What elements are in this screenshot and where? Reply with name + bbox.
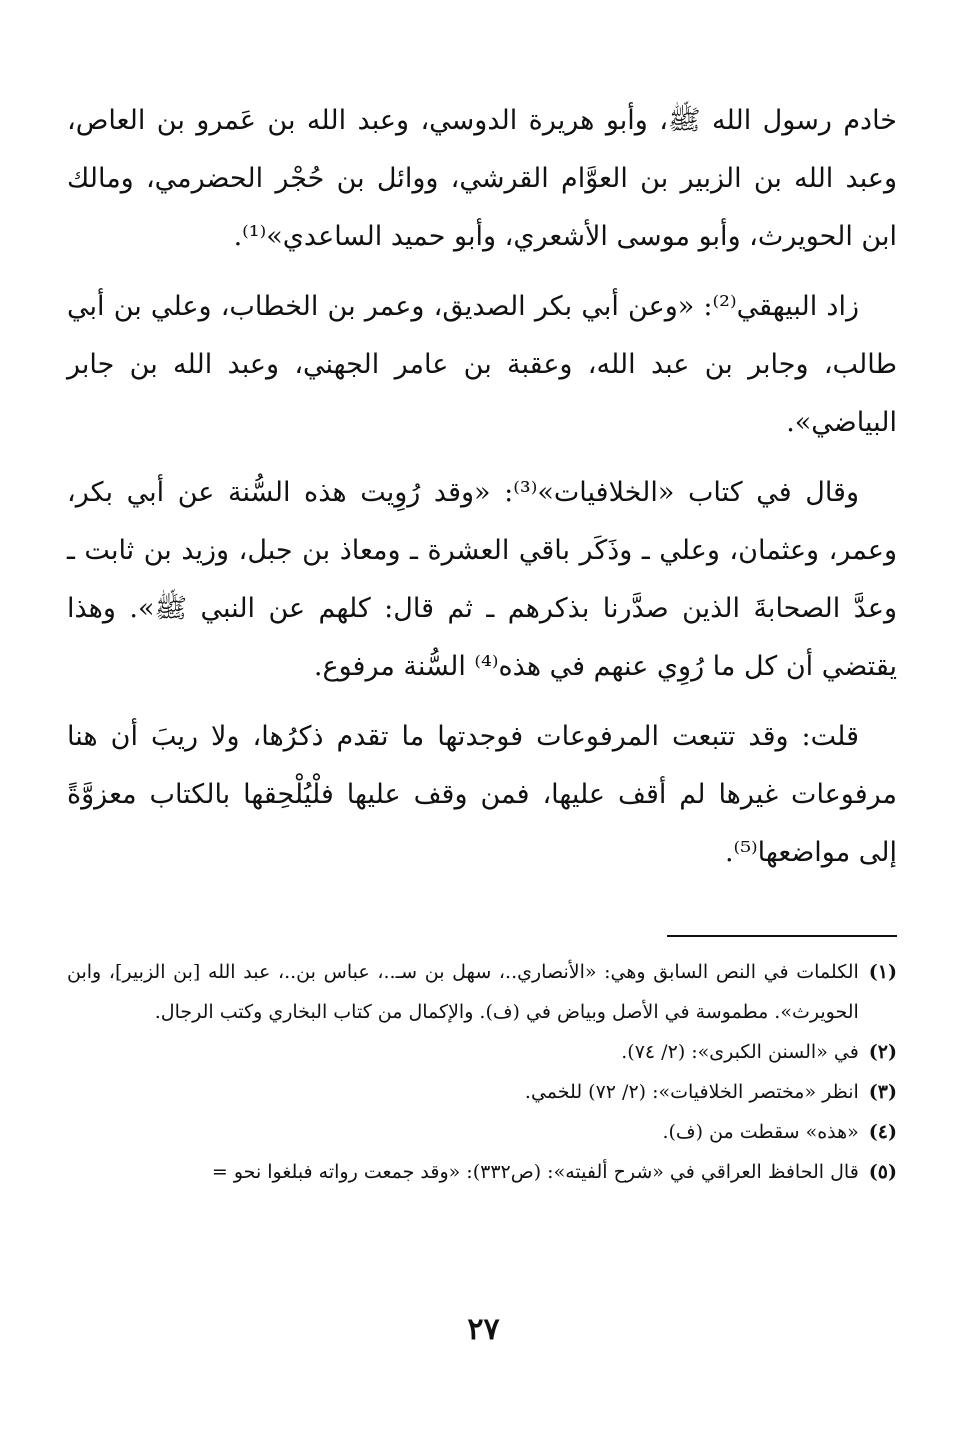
footnote-separator <box>667 935 897 937</box>
footnote-4 <box>67 1112 897 1152</box>
paragraph-2: زاد البيهقي⁽²⁾: «وعن أبي بكر الصديق، وعمر بن الخطاب، وعلي بن أبي طالب، وجابر بن عبد الله، وعقبة بن عامر الجهني، وعبد الله بن جابر البياضي». <box>67 291 897 438</box>
footnote-2 <box>67 1032 897 1072</box>
footnote-text: في «السنن الكبرى»: (٢/ ٧٤). <box>621 1041 859 1063</box>
paragraph-4: قلت: وقد تتبعت المرفوعات فوجدتها ما تقدم ذكرُها، ولا ريبَ أن هنا مرفوعات غيرها لم أقف عليها، فمن وقف عليها فلْيُلْحِقها بالكتاب معزوَّةً إلى مواضعها⁽⁵⁾. <box>67 721 897 868</box>
footnote-1 <box>67 952 897 1032</box>
footnote-number: (٥) <box>868 1161 897 1183</box>
footnote-number: (٣) <box>868 1081 897 1103</box>
footnote-text: «هذه» سقطت من (ف). <box>662 1121 859 1143</box>
footnote-5 <box>67 1152 897 1192</box>
footnote-number: (٤) <box>868 1121 897 1143</box>
footnote-3 <box>67 1072 897 1112</box>
page-number: ٢٧ <box>467 1312 500 1347</box>
footnote-number: (٢) <box>868 1041 897 1063</box>
main-text <box>67 92 897 894</box>
paragraph-1: خادم رسول الله ﷺ، وأبو هريرة الدوسي، وعبد الله بن عَمرو بن العاص، وعبد الله بن الزبير بن العوَّام القرشي، ووائل بن حُجْر الحضرمي، ومالك ابن الحويرث، وأبو موسى الأشعري، وأبو حميد الساعدي»⁽¹⁾. <box>67 105 897 252</box>
footnote-number: (١) <box>868 961 897 983</box>
footnote-text: انظر «مختصر الخلافيات»: (٢/ ٧٢) للخمي. <box>524 1081 859 1103</box>
footnote-text: قال الحافظ العراقي في «شرح ألفيته»: (ص٣٣٢): «وقد جمعت رواته فبلغوا نحو = <box>211 1161 859 1183</box>
footnote-text: الكلمات في النص السابق وهي: «الأنصاري..، سهل بن سـ..، عباس بن..، عبد الله [بن الزبير]، وابن الحويرث». مطموسة في الأصل وبياض في (ف). والإكمال من كتاب البخاري وكتب الرجال. <box>67 961 859 1023</box>
paragraph-3: وقال في كتاب «الخلافيات»⁽³⁾: «وقد رُوِيت هذه السُّنة عن أبي بكر، وعمر، وعثمان، وعلي ـ وذَكَر باقي العشرة ـ ومعاذ بن جبل، وزيد بن ثابت ـ وعدَّ الصحابةَ الذين صدَّرنا بذكرهم ـ ثم قال: كلهم عن النبي ﷺ». وهذا يقتضي أن كل ما رُوِي عنهم في هذه⁽⁴⁾ السُّنة مرفوع. <box>67 477 897 682</box>
footnotes <box>67 952 897 1192</box>
